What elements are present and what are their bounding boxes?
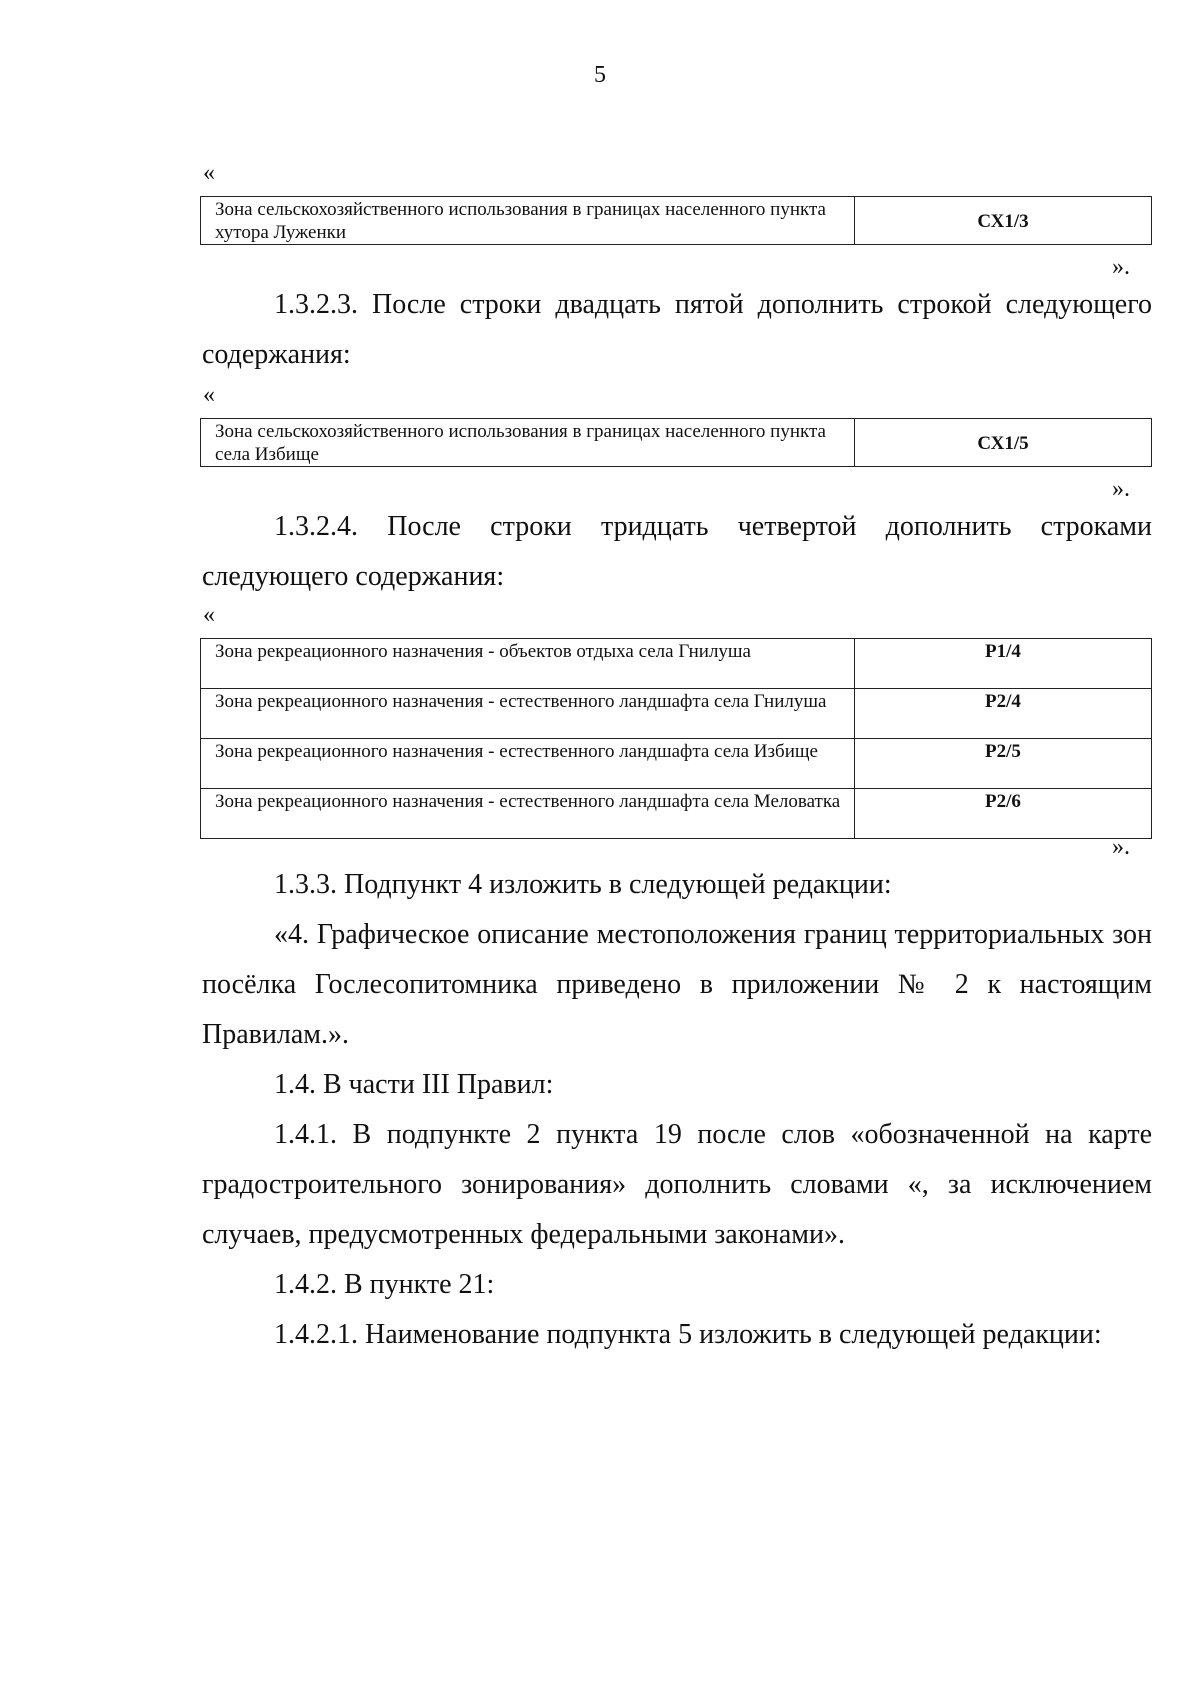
zone-code-cell: СХ1/3	[855, 197, 1152, 245]
opening-quote: «	[203, 602, 215, 628]
zone-name-cell: Зона сельскохозяйственного использования в границах населенного пункта хутора Луженки	[201, 197, 855, 245]
table-row	[201, 197, 1152, 245]
zone-name-cell: Зона рекреационного назначения - естественного ландшафта села Гнилуша	[201, 689, 855, 739]
zone-code-cell: СХ1/5	[855, 419, 1152, 467]
zone-code-cell: Р2/6	[855, 789, 1152, 839]
paragraph-1-4: 1.4. В части III Правил:	[274, 1069, 554, 1100]
closing-quote: ».	[1112, 834, 1130, 860]
table-row	[201, 639, 1152, 689]
zone-name-cell: Зона рекреационного назначения - естественного ландшафта села Избище	[201, 739, 855, 789]
paragraph-1-3-2-4: 1.3.2.4. После строки тридцать четвертой дополнить строками следующего содержания:	[202, 511, 1152, 592]
table-row	[201, 419, 1152, 467]
page-number: 5	[594, 62, 606, 88]
zone-name-cell: Зона сельскохозяйственного использования в границах населенного пункта села Избище	[201, 419, 855, 467]
closing-quote: ».	[1112, 254, 1130, 280]
paragraph-1-3-3: 1.3.3. Подпункт 4 изложить в следующей редакции:	[274, 869, 892, 900]
table-row	[201, 789, 1152, 839]
table-row	[201, 739, 1152, 789]
opening-quote: «	[203, 382, 215, 408]
zone-code-cell: Р2/4	[855, 689, 1152, 739]
paragraph-1-3-2-3: 1.3.2.3. После строки двадцать пятой дополнить строкой следующего содержания:	[202, 289, 1152, 370]
paragraph-quote-4: «4. Графическое описание местоположения границ территориальных зон посёлка Гослесопитомника приведено в приложении № 2 к настоящим Правилам.».	[202, 919, 1152, 1050]
zone-table-2	[200, 418, 1152, 467]
zone-name-cell: Зона рекреационного назначения - объектов отдыха села Гнилуша	[201, 639, 855, 689]
zone-name-cell: Зона рекреационного назначения - естественного ландшафта села Меловатка	[201, 789, 855, 839]
paragraph-1-4-1: 1.4.1. В подпункте 2 пункта 19 после слов «обозначенной на карте градостроительного зонирования» дополнить словами «, за исключением случаев, предусмотренных федеральными законами».	[202, 1119, 1152, 1250]
opening-quote: «	[203, 160, 215, 186]
paragraph-1-4-2-1: 1.4.2.1. Наименование подпункта 5 изложить в следующей редакции:	[274, 1319, 1102, 1350]
zone-table-1	[200, 196, 1152, 245]
table-row	[201, 689, 1152, 739]
closing-quote: ».	[1112, 476, 1130, 502]
zone-code-cell: Р2/5	[855, 739, 1152, 789]
zone-code-cell: Р1/4	[855, 639, 1152, 689]
paragraph-1-4-2: 1.4.2. В пункте 21:	[274, 1269, 495, 1300]
zone-table-3	[200, 638, 1152, 839]
